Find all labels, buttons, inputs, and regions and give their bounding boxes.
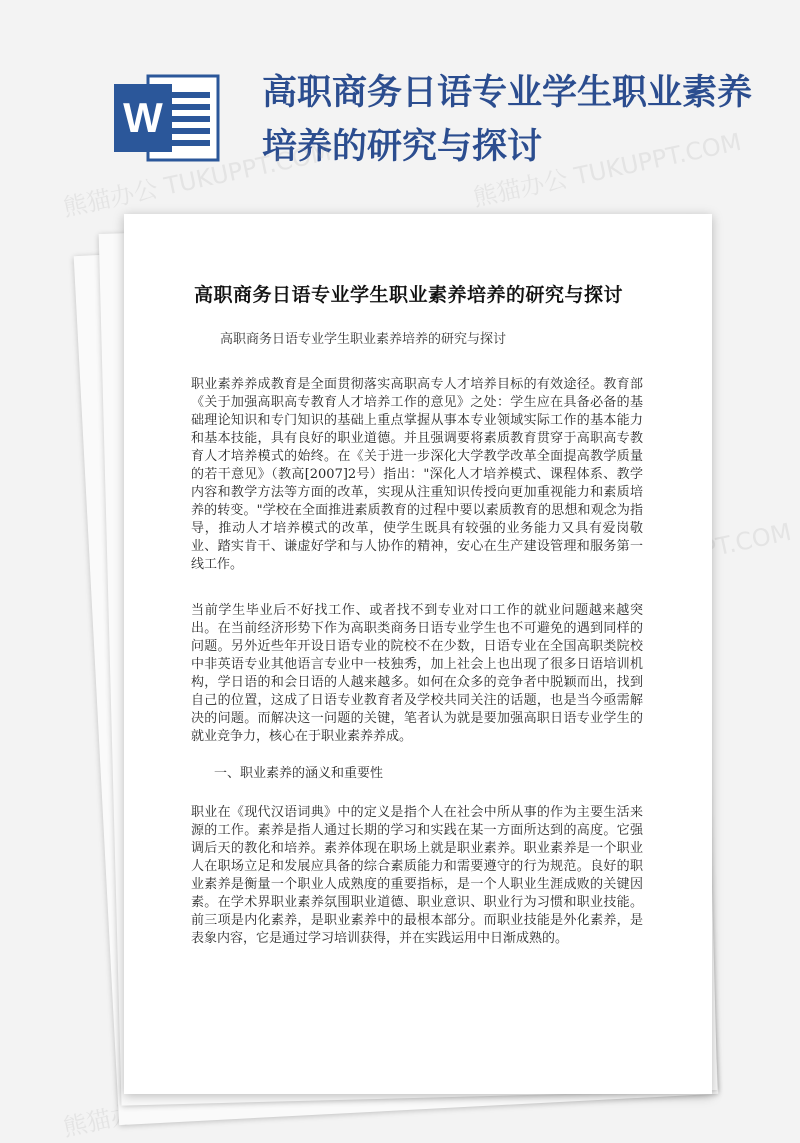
paragraph: 当前学生毕业后不好找工作、或者找不到专业对口工作的就业问题越来越突出。在当前经济形势下作为高职类商务日语专业学生也不可避免的遇到同样的问题。另外近些年开设日语专业的院校不在少数，日语专业在全国高职类院校中非英语专业其他语言专业中一枝独秀，加上社会上也出现了很多日语培训机构，学日语的和会日语的人越来越多。如何在众多的竞争者中脱颖而出，找到自己的位置，这成了日语专业教育者及学校共同关注的话题，也是当今亟需解决的问题。而解决这一问题的关键，笔者认为就是要加强高职日语专业学生的就业竞争力，核心在于职业素养养成。 (191, 603, 643, 744)
document-title: 高职商务日语专业学生职业素养培养的研究与探讨 (194, 284, 624, 306)
word-document-icon (112, 70, 224, 166)
watermark: 熊猫办公 TUKUPPT.COM (470, 127, 744, 213)
paragraph: 职业素养养成教育是全面贯彻落实高职高专人才培养目标的有效途径。教育部《关于加强高职高专教育人才培养工作的意见》之处：学生应在具备必备的基础理论知识和专门知识的基础上重点掌握从事本专业领域实际工作的基本能力和基本技能，具有良好的职业道德。并且强调要将素质教育贯穿于高职高专教育人才培养模式的始终。在《关于进一步深化大学教学改革全面提高教学质量的若干意见》（教高[2007]2号）指出："深化人才培养模式、课程体系、教学内容和教学方法等方面的改革，实现从注重知识传授向更加重视能力和素质培养的转变。"学校在全面推进素质教育的过程中要以素质教育的思想和观念为指导，推动人才培养模式的改革，使学生既具有较强的业务能力又具有爱岗敬业、踏实肯干、谦虚好学和与人协作的精神，安心在生产建设管理和服务第一线工作。 (191, 377, 643, 572)
paragraph: 职业在《现代汉语词典》中的定义是指个人在社会中所从事的作为主要生活来源的工作。素养是指人通过长期的学习和实践在某一方面所达到的高度。它强调后天的教化和培养。素养体现在职场上就是职业素养。职业素养是一个职业人在职场立足和发展应具备的综合素质能力和需要遵守的行为规范。良好的职业素养是衡量一个职业人成熟度的重要指标，是一个人职业生涯成败的关键因素。在学术界职业素养氛围职业道德、职业意识、职业行为习惯和职业技能。前三项是内化素养，是职业素养中的最根本部分。而职业技能是外化素养，是表象内容，它是通过学习培训获得，并在实践运用中日渐成熟的。 (191, 805, 643, 946)
document-page (124, 214, 712, 1094)
watermark: 熊猫办公 (60, 1094, 161, 1143)
watermark: 熊猫办公 TUKUPPT.COM (60, 137, 334, 223)
section-heading: 一、职业素养的涵义和重要性 (214, 766, 384, 781)
page-title: 高职商务日语专业学生职业素养培养的研究与探讨 (262, 73, 753, 168)
logo-letter: W (123, 94, 163, 141)
document-subtitle: 高职商务日语专业学生职业素养培养的研究与探讨 (220, 332, 507, 347)
